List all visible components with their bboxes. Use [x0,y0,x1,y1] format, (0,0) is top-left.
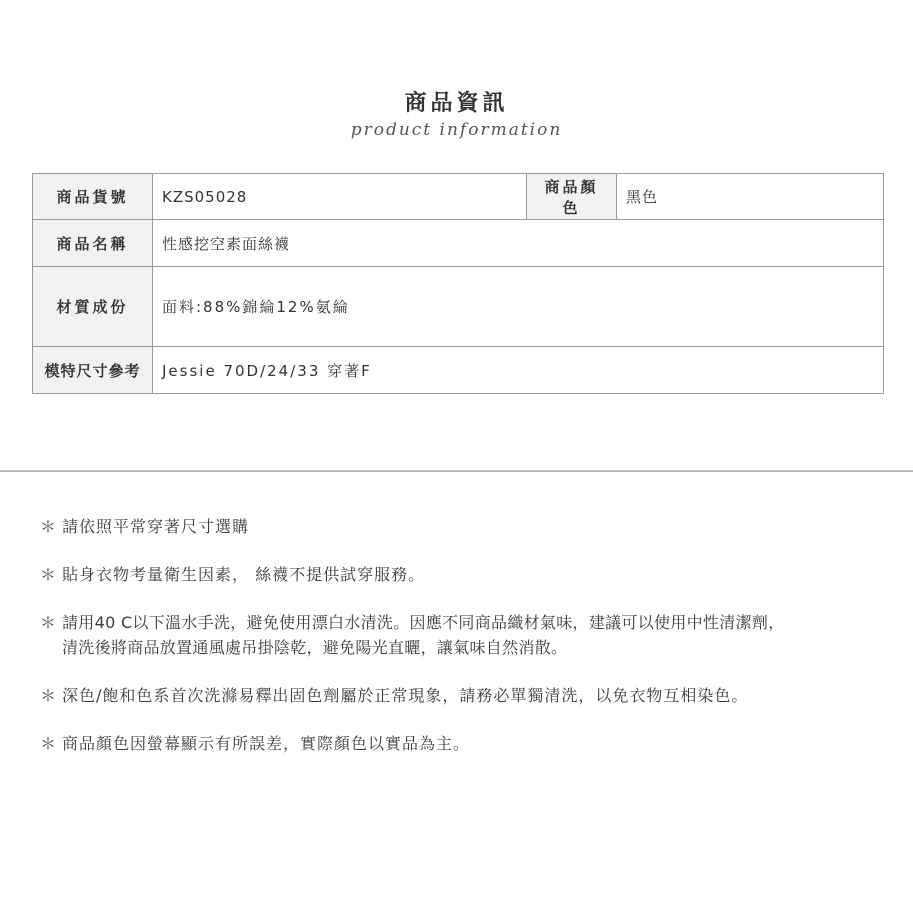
list-item [40,562,910,587]
care-notes [40,514,910,779]
value-model-size: Jessie 70D/24/33 穿著F [153,347,884,394]
table-row [33,174,884,220]
list-item [40,683,910,708]
list-item [40,514,910,539]
label-product-color: 商品顏色 [527,174,617,220]
product-info-table [32,173,884,394]
section-title: 商品資訊 [404,91,509,116]
asterisk-icon: ＊ [40,613,57,632]
note-text: 深色/飽和色系首次洗滌易釋出固色劑屬於正常現象，請務必單獨清洗，以免衣物互相染色。 [62,686,749,705]
label-model-size: 模特尺寸參考 [33,347,153,394]
table-row [33,220,884,267]
asterisk-icon: ＊ [40,517,58,536]
list-item [40,731,910,756]
asterisk-icon: ＊ [40,565,58,584]
list-item [40,610,910,660]
note-text: 貼身衣物考量衛生因素， 絲襪不提供試穿服務。 [62,565,426,584]
asterisk-icon: ＊ [40,686,58,705]
table-row [33,267,884,347]
note-text-line1: 請用40 C以下溫水手洗，避免使用漂白水清洗。因應不同商品織材氣味，建議可以使用中性清潔劑， [62,613,785,632]
value-product-name: 性感挖空素面絲襪 [153,220,884,267]
label-product-code: 商品貨號 [33,174,153,220]
section-subtitle: product information [350,120,563,140]
value-material: 面料:88%錦綸12%氨綸 [153,267,884,347]
asterisk-icon: ＊ [40,734,58,753]
value-product-code: KZS05028 [153,174,527,220]
label-material: 材質成份 [33,267,153,347]
note-text: 商品顏色因螢幕顯示有所誤差，實際顏色以實品為主。 [62,734,471,753]
value-product-color: 黑色 [617,174,884,220]
note-text-line2: 清洗後將商品放置通風處吊掛陰乾，避免陽光直曬，讓氣味自然消散。 [62,638,568,657]
note-text: 請依照平常穿著尺寸選購 [62,517,250,536]
label-product-name: 商品名稱 [33,220,153,267]
section-divider [0,470,913,472]
table-row [33,347,884,394]
